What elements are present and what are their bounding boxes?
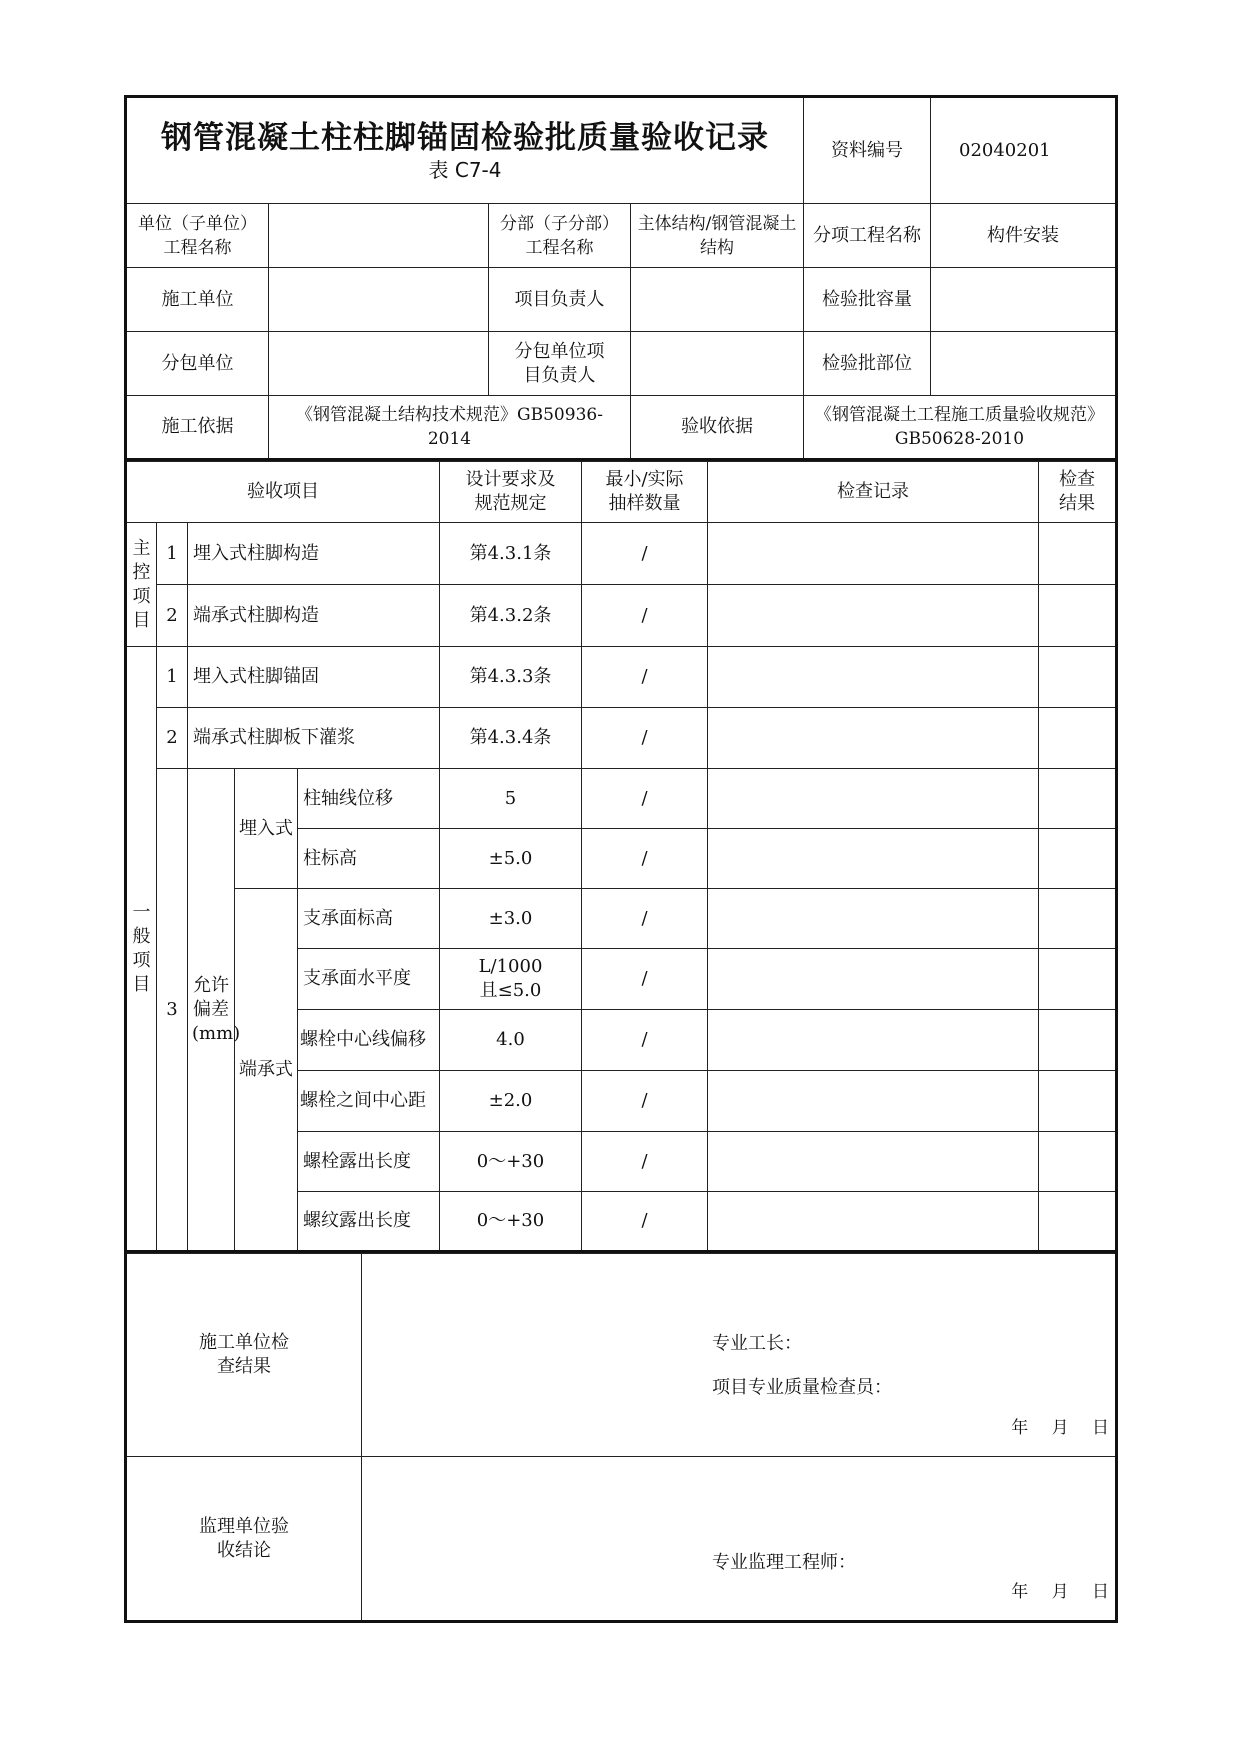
row-sample[interactable]: / — [582, 1010, 708, 1071]
tolerance-no: 3 — [157, 769, 188, 1252]
embedded-label: 埋入式 — [235, 769, 298, 889]
row-record[interactable] — [708, 889, 1039, 949]
row-result[interactable] — [1039, 829, 1117, 889]
row-no: 2 — [157, 585, 188, 647]
item-name-value[interactable]: 构件安装 — [931, 204, 1117, 268]
sub-project-value[interactable]: 主体结构/钢管混凝土结构 — [631, 204, 804, 268]
page-title: 钢管混凝土柱柱脚锚固检验批质量验收记录 — [161, 119, 769, 156]
row-no: 1 — [157, 647, 188, 708]
date-label: 年 月 日 — [1011, 1582, 1109, 1602]
row-name: 螺栓中心线偏移 — [298, 1010, 440, 1071]
sub-project-label: 分部（子分部）工程名称 — [489, 204, 631, 268]
supervisor-conclusion-label: 监理单位验收结论 — [126, 1457, 362, 1622]
row-result[interactable] — [1039, 647, 1117, 708]
row-record[interactable] — [708, 1010, 1039, 1071]
row-record[interactable] — [708, 1192, 1039, 1252]
bearing-label: 端承式 — [235, 889, 298, 1252]
subcontractor-label: 分包单位 — [126, 332, 269, 396]
row-name: 埋入式柱脚锚固 — [188, 647, 440, 708]
basis-value[interactable]: 《钢管混凝土结构技术规范》GB50936-2014 — [269, 396, 631, 460]
inspection-form — [124, 95, 1115, 1623]
batch-location-label: 检验批部位 — [804, 332, 931, 396]
subcontractor-value[interactable] — [269, 332, 489, 396]
row-sample[interactable]: / — [582, 769, 708, 829]
row-sample[interactable]: / — [582, 585, 708, 647]
row-result[interactable] — [1039, 769, 1117, 829]
unit-value[interactable] — [269, 204, 489, 268]
row-name: 螺纹露出长度 — [298, 1192, 440, 1252]
row-record[interactable] — [708, 708, 1039, 769]
row-sample[interactable]: / — [582, 523, 708, 585]
row-name: 柱轴线位移 — [298, 769, 440, 829]
row-req: L/1000 且≤5.0 — [440, 949, 582, 1010]
col-record: 检查记录 — [708, 462, 1039, 523]
row-sample[interactable]: / — [582, 829, 708, 889]
row-record[interactable] — [708, 647, 1039, 708]
row-sample[interactable]: / — [582, 1192, 708, 1252]
contractor-value[interactable] — [269, 268, 489, 332]
batch-location-value[interactable] — [931, 332, 1117, 396]
sub-pm-label: 分包单位项目负责人 — [489, 332, 631, 396]
title-cell — [126, 97, 804, 204]
row-req: ±2.0 — [440, 1071, 582, 1132]
row-record[interactable] — [708, 1132, 1039, 1192]
row-result[interactable] — [1039, 1192, 1117, 1252]
row-req: 5 — [440, 769, 582, 829]
contractor-signature-area[interactable] — [362, 1254, 1117, 1457]
col-item: 验收项目 — [126, 462, 440, 523]
row-req: 第4.3.4条 — [440, 708, 582, 769]
col-sample: 最小/实际抽样数量 — [582, 462, 708, 523]
row-record[interactable] — [708, 1071, 1039, 1132]
signature-table — [124, 1253, 1118, 1623]
row-sample[interactable]: / — [582, 647, 708, 708]
row-sample[interactable]: / — [582, 949, 708, 1010]
row-sample[interactable]: / — [582, 1071, 708, 1132]
batch-capacity-label: 检验批容量 — [804, 268, 931, 332]
row-no: 1 — [157, 523, 188, 585]
table-number: 表 C7-4 — [428, 157, 502, 182]
row-sample[interactable]: / — [582, 708, 708, 769]
row-result[interactable] — [1039, 1132, 1117, 1192]
row-req: 第4.3.3条 — [440, 647, 582, 708]
row-req: 第4.3.2条 — [440, 585, 582, 647]
date-label: 年 月 日 — [1011, 1418, 1109, 1438]
row-req: ±3.0 — [440, 889, 582, 949]
row-result[interactable] — [1039, 585, 1117, 647]
row-sample[interactable]: / — [582, 1132, 708, 1192]
row-result[interactable] — [1039, 523, 1117, 585]
row-req: ±5.0 — [440, 829, 582, 889]
row-name: 支承面水平度 — [298, 949, 440, 1010]
row-result[interactable] — [1039, 949, 1117, 1010]
row-req: 0～+30 — [440, 1132, 582, 1192]
col-result: 检查结果 — [1039, 462, 1117, 523]
row-record[interactable] — [708, 769, 1039, 829]
contractor-label: 施工单位 — [126, 268, 269, 332]
row-result[interactable] — [1039, 1071, 1117, 1132]
accept-basis-label: 验收依据 — [631, 396, 804, 460]
row-record[interactable] — [708, 829, 1039, 889]
basis-label: 施工依据 — [126, 396, 269, 460]
row-req: 4.0 — [440, 1010, 582, 1071]
general-label: 一般项目 — [126, 647, 157, 1252]
row-name: 埋入式柱脚构造 — [188, 523, 440, 585]
row-req: 0～+30 — [440, 1192, 582, 1252]
row-name: 支承面标高 — [298, 889, 440, 949]
row-name: 端承式柱脚板下灌浆 — [188, 708, 440, 769]
tolerance-label: 允许偏差(mm) — [188, 769, 235, 1252]
accept-basis-value[interactable]: 《钢管混凝土工程施工质量验收规范》GB50628-2010 — [804, 396, 1117, 460]
sub-pm-value[interactable] — [631, 332, 804, 396]
qc-inspector-label: 项目专业质量检查员： — [712, 1377, 892, 1398]
row-no: 2 — [157, 708, 188, 769]
unit-label: 单位（子单位）工程名称 — [126, 204, 269, 268]
row-sample[interactable]: / — [582, 889, 708, 949]
items-table — [124, 461, 1118, 1253]
supervisor-signature-area[interactable] — [362, 1457, 1117, 1622]
header-table — [124, 95, 1118, 461]
supervisor-engineer-label: 专业监理工程师： — [712, 1552, 856, 1573]
row-name: 螺栓之间中心距 — [298, 1071, 440, 1132]
main-control-label: 主控项目 — [126, 523, 157, 647]
row-name: 端承式柱脚构造 — [188, 585, 440, 647]
row-result[interactable] — [1039, 889, 1117, 949]
row-record[interactable] — [708, 523, 1039, 585]
batch-capacity-value[interactable] — [931, 268, 1117, 332]
row-record[interactable] — [708, 585, 1039, 647]
row-req: 第4.3.1条 — [440, 523, 582, 585]
row-result[interactable] — [1039, 1010, 1117, 1071]
row-result[interactable] — [1039, 708, 1117, 769]
pm-label: 项目负责人 — [489, 268, 631, 332]
col-design: 设计要求及规范规定 — [440, 462, 582, 523]
row-name: 螺栓露出长度 — [298, 1132, 440, 1192]
foreman-label: 专业工长： — [712, 1333, 802, 1354]
doc-no-value: 02040201 — [931, 97, 1117, 204]
row-record[interactable] — [708, 949, 1039, 1010]
contractor-result-label: 施工单位检查结果 — [126, 1254, 362, 1457]
pm-value[interactable] — [631, 268, 804, 332]
item-name-label: 分项工程名称 — [804, 204, 931, 268]
row-name: 柱标高 — [298, 829, 440, 889]
doc-no-label: 资料编号 — [804, 97, 931, 204]
